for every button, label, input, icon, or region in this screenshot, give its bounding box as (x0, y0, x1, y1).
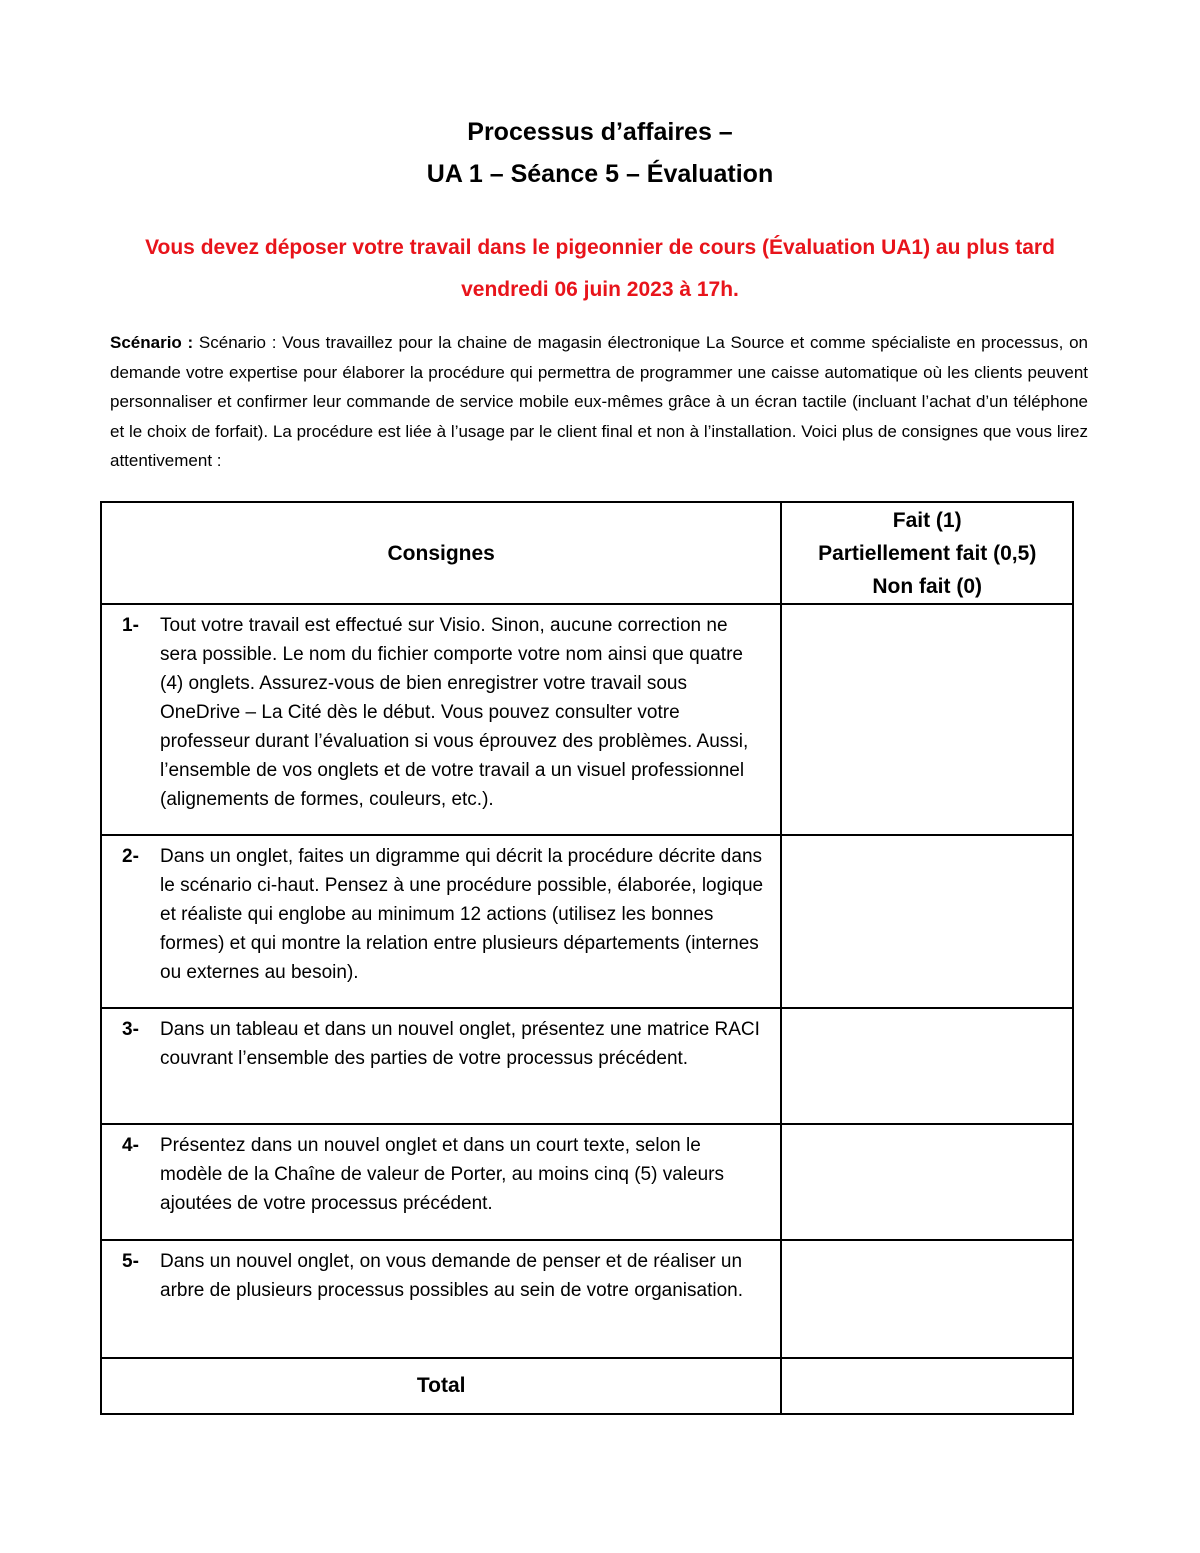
grading-partial: Partiellement fait (0,5) (818, 541, 1037, 565)
scenario-label: Scénario : (110, 333, 194, 352)
row-text: Dans un onglet, faites un digramme qui décrit la procédure décrite dans le scénario ci-haut. Pensez à une procédure possible, élaborée, logique et réaliste qui englobe au minimum 12 actions (utilisez les bonnes formes) et qui montre la relation entre plusieurs départements (internes ou externes au besoin). (160, 846, 764, 983)
table-row (101, 1008, 1073, 1124)
document-subtitle: UA 1 – Séance 5 – Évaluation (426, 160, 774, 188)
row-text: Dans un tableau et dans un nouvel onglet, présentez une matrice RACI couvrant l’ensemble des parties de votre processus précédent. (160, 1019, 760, 1069)
total-label: Total (101, 1358, 781, 1414)
grade-cell (781, 604, 1073, 835)
row-number: 2- (122, 846, 139, 867)
row-number: 3- (122, 1019, 139, 1040)
table-header-row (101, 502, 1073, 604)
grade-cell (781, 1240, 1073, 1358)
row-text: Dans un nouvel onglet, on vous demande de penser et de réaliser un arbre de plusieurs processus possibles au sein de votre organisation. (160, 1251, 743, 1301)
instructions-table (100, 501, 1074, 1415)
header-grading (781, 502, 1073, 604)
total-cell (781, 1358, 1073, 1414)
table-row (101, 1124, 1073, 1240)
grade-cell (781, 835, 1073, 1008)
grading-not-done: Non fait (0) (872, 574, 983, 598)
total-row (101, 1358, 1073, 1414)
scenario-text: Scénario : Vous travaillez pour la chaine de magasin électronique La Source et comme spécialiste en processus, on demande votre expertise pour élaborer la procédure qui permettra de programmer une caisse automatique où les clients peuvent personnaliser et confirmer leur commande de service mobile eux-mêmes grâce à un écran tactile (incluant l’achat d’un téléphone et le choix de forfait). La procédure est liée à l’usage par le client final et non à l’installation. Voici plus de consignes que vous lirez attentivement : (110, 333, 1088, 470)
deadline-notice: Vous devez déposer votre travail dans le pigeonnier de cours (Évaluation UA1) au plus tard vendredi 06 juin 2023 à 17h. (145, 236, 1055, 301)
row-text: Présentez dans un nouvel onglet et dans un court texte, selon le modèle de la Chaîne de valeur de Porter, au moins cinq (5) valeurs ajoutées de votre processus précédent. (160, 1135, 724, 1214)
document-title: Processus d’affaires – (467, 118, 733, 146)
row-number: 4- (122, 1135, 139, 1156)
table-row (101, 604, 1073, 835)
row-number: 5- (122, 1251, 139, 1272)
grade-cell (781, 1124, 1073, 1240)
table-row (101, 835, 1073, 1008)
header-consignes: Consignes (101, 502, 781, 604)
scenario-paragraph (110, 328, 1088, 476)
row-number: 1- (122, 615, 139, 636)
grading-done: Fait (1) (892, 508, 962, 532)
table-row (101, 1240, 1073, 1358)
row-text: Tout votre travail est effectué sur Visio. Sinon, aucune correction ne sera possible. Le nom du fichier comporte votre nom ainsi que quatre (4) onglets. Assurez-vous de bien enregistrer votre travail sous OneDrive – La Cité dès le début. Vous pouvez consulter votre professeur durant l’évaluation si vous éprouvez des problèmes. Aussi, l’ensemble de vos onglets et de votre travail a un visuel professionnel (alignements de formes, couleurs, etc.). (160, 615, 749, 810)
grade-cell (781, 1008, 1073, 1124)
